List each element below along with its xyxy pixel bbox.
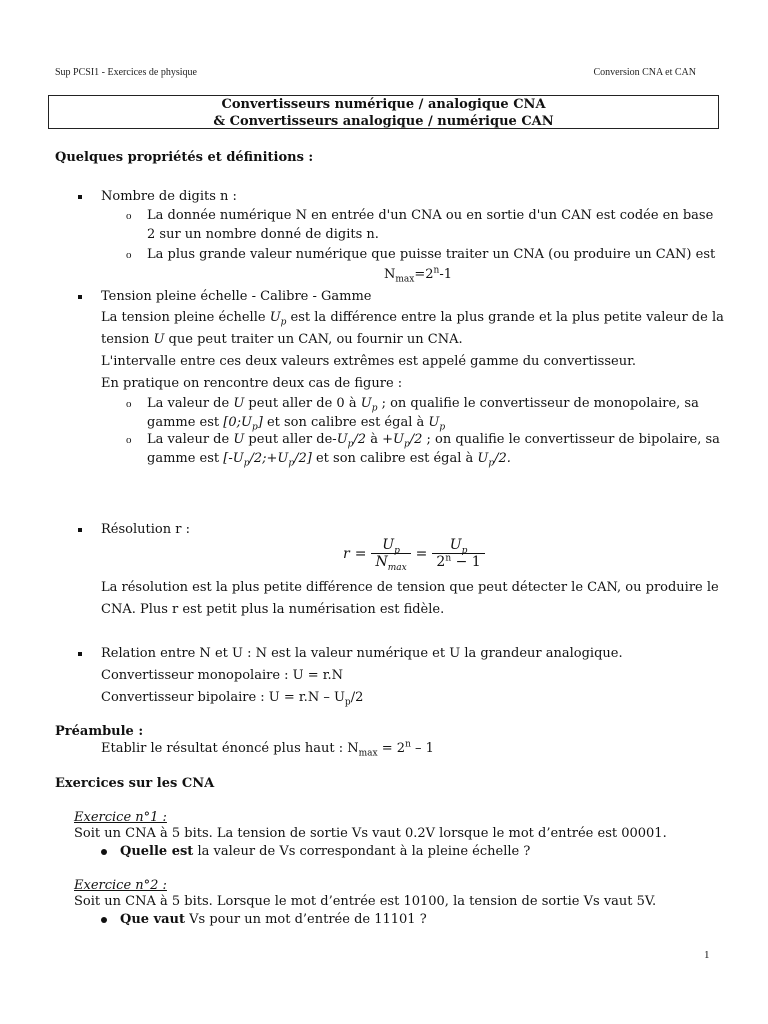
square-bullet [78,528,82,532]
digits-sub2-line1: La plus grande valeur numérique que puisse traiter un CNA (ou produire un CAN) est [147,247,716,262]
resolution-formula [343,537,485,573]
fraction-up-over-2n-minus-1: $\frac{U_p}{2^n - 1}$ [432,537,484,570]
square-bullet [78,295,82,299]
section-properties-heading: Quelques propriétés et définitions : [55,150,314,165]
tension-paragraph-2: tension U que peut traiter un CAN, ou fournir un CNA. [101,332,463,347]
square-bullet [78,195,82,199]
case-monopolar-line2: gamme est $[0;U_p]$ et son calibre est égal à $U_p$ [147,415,446,433]
case-bipolar-line2: gamme est $[-U_p/2;+U_p/2]$ et son calibre est égal à $U_p/2$. [147,451,511,469]
header-right: Conversion CNA et CAN [593,67,696,78]
exercise-2-title: Exercice n°2 : [74,878,167,893]
exercise-1-question: Quelle est la valeur de Vs correspondant à la pleine échelle ? [120,844,531,859]
preambule-text: Etablir le résultat énoncé plus haut : $N_{max} = 2^n - 1$ [101,739,434,759]
circle-bullet: o [126,434,132,446]
resolution-paragraph-2: CNA. Plus r est petit plus la numérisation est fidèle. [101,602,445,617]
relation-heading: Relation entre N et U : N est la valeur numérique et U la grandeur analogique. [101,646,623,661]
exercise-1-text: Soit un CNA à 5 bits. La tension de sortie Vs vaut 0.2V lorsque le mot d’entrée est 00001. [74,826,667,841]
preambule-heading: Préambule : [55,724,144,739]
exercise-2-text: Soit un CNA à 5 bits. Lorsque le mot d’entrée est 10100, la tension de sortie Vs vaut 5V. [74,894,657,909]
round-bullet [101,917,107,923]
case-monopolar-line1: La valeur de U peut aller de 0 à $U_p$ ; on qualifie le convertisseur de monopolaire, sa [147,396,699,414]
resolution-paragraph-1: La résolution est la plus petite différence de tension que peut détecter le CAN, ou produire le [101,580,719,595]
title-line-2: & Convertisseurs analogique / numérique CAN [213,113,554,129]
circle-bullet: o [126,249,132,261]
relation-monopolar: Convertisseur monopolaire : U = r.N [101,668,344,683]
relation-bipolar: Convertisseur bipolaire : $U = r.N - U_p/2$ [101,690,364,708]
round-bullet [101,849,107,855]
digits-sub1-line2: 2 sur un nombre donné de digits n. [147,227,379,242]
formula-equals: = [415,545,428,562]
title-line-1: Convertisseurs numérique / analogique CNA [221,97,546,112]
formula-equals: = [354,545,367,562]
exercises-heading: Exercices sur les CNA [55,776,215,791]
circle-bullet: o [126,398,132,410]
fraction-up-over-nmax: $\frac{U_p}{N_{max}}$ [371,537,410,570]
digits-heading: Nombre de digits n : [101,189,237,204]
tension-heading: Tension pleine échelle - Calibre - Gamme [101,289,372,304]
nmax-formula: $N_{max}=2^n-1$ [384,265,452,285]
exercise-2-question: Que vaut Vs pour un mot d’entrée de 11101 ? [120,912,427,927]
tension-paragraph-1: La tension pleine échelle $U_p$ est la différence entre la plus grande et la plus petite valeur de la [101,310,724,328]
tension-paragraph-3: L'intervalle entre ces deux valeurs extrêmes est appelé gamme du convertisseur. [101,354,636,369]
digits-sub1-line1: La donnée numérique N en entrée d'un CNA ou en sortie d'un CAN est codée en base [147,208,714,223]
exercise-1-title: Exercice n°1 : [74,810,167,825]
title-box [48,95,719,129]
square-bullet [78,652,82,656]
circle-bullet: o [126,210,132,222]
page-number: 1 [704,949,710,961]
formula-r: r [343,545,350,562]
resolution-heading: Résolution r : [101,522,190,537]
tension-paragraph-4: En pratique on rencontre deux cas de figure : [101,376,403,391]
header-left: Sup PCSI1 - Exercices de physique [55,67,197,78]
case-bipolar-line1: La valeur de U peut aller $de-U_p/2$ à $+U_p/2$ ; on qualifie le convertisseur de bipolaire, sa [147,432,720,450]
